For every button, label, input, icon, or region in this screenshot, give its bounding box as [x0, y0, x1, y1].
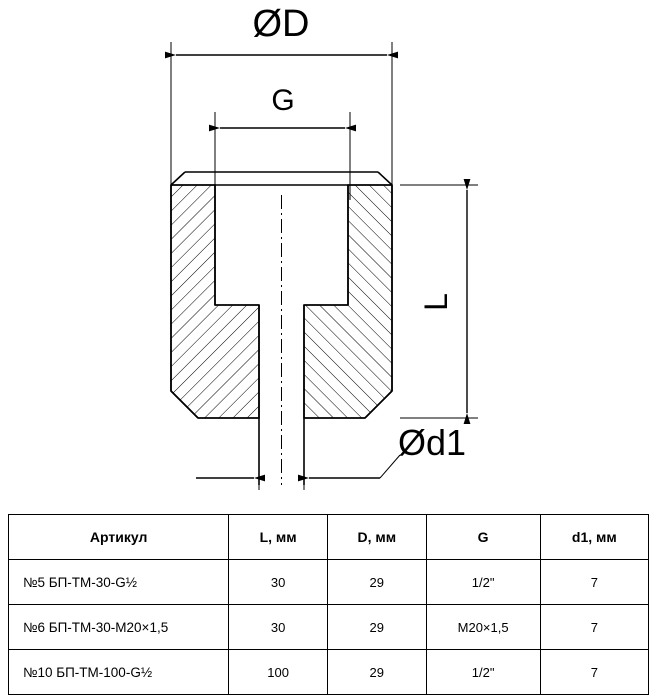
- cell-length: 30: [229, 605, 328, 650]
- cell-article: №10 БП-ТМ-100-G½: [9, 650, 229, 695]
- cell-article: №6 БП-ТМ-30-М20×1,5: [9, 605, 229, 650]
- table-header-row: [9, 515, 649, 560]
- cell-thread: 1/2": [426, 650, 540, 695]
- cell-diameter: 29: [327, 605, 426, 650]
- cell-length: 30: [229, 560, 328, 605]
- cell-inner-diameter: 7: [540, 560, 648, 605]
- table-header-inner-diameter: d1, мм: [540, 515, 648, 560]
- table-row: [9, 560, 649, 605]
- dimension-thread: [215, 112, 350, 200]
- label-inner-diameter: Ød1: [398, 422, 467, 463]
- table-header-article: Артикул: [9, 515, 229, 560]
- table-header-length: L, мм: [229, 515, 328, 560]
- cell-inner-diameter: 7: [540, 605, 648, 650]
- cell-article: №5 БП-ТМ-30-G½: [9, 560, 229, 605]
- table-row: [9, 650, 649, 695]
- table-row: [9, 605, 649, 650]
- cell-thread: М20×1,5: [426, 605, 540, 650]
- dimension-inner-diameter: [196, 420, 400, 490]
- cell-thread: 1/2": [426, 560, 540, 605]
- cell-diameter: 29: [327, 650, 426, 695]
- cell-inner-diameter: 7: [540, 650, 648, 695]
- specification-table: [8, 514, 649, 695]
- label-thread: G: [271, 84, 295, 117]
- label-outer-diameter: ØD: [252, 3, 310, 45]
- label-length: L: [418, 293, 454, 311]
- table-header-thread: G: [426, 515, 540, 560]
- cell-length: 100: [229, 650, 328, 695]
- cell-diameter: 29: [327, 560, 426, 605]
- table-header-diameter: D, мм: [327, 515, 426, 560]
